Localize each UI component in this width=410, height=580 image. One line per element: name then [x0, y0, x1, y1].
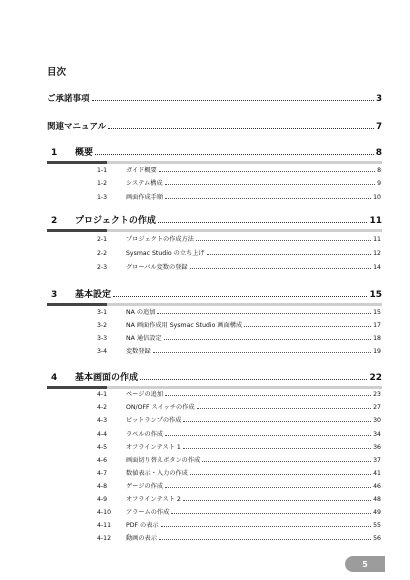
- section-title: グローバル変数の登録: [126, 264, 188, 271]
- section-number: 4-10: [97, 509, 112, 516]
- chapter-page: 11: [369, 216, 382, 226]
- section-number: 4-8: [97, 483, 108, 490]
- toc-section[interactable]: [97, 429, 381, 438]
- leader-dots: [197, 408, 372, 409]
- chapter-rule: [47, 229, 382, 232]
- section-page: 9: [377, 180, 381, 187]
- toc-section[interactable]: [97, 262, 381, 271]
- section-number: 4-7: [97, 470, 108, 477]
- section-page: 48: [373, 496, 381, 503]
- page-number-badge: [345, 556, 385, 572]
- leader-dots: [196, 240, 371, 241]
- chapter-title: プロジェクトの作成: [75, 216, 156, 226]
- leader-dots: [244, 326, 371, 327]
- section-title: 動画の表示: [126, 535, 157, 542]
- leader-dots: [140, 379, 367, 380]
- chapter-page: 22: [369, 373, 382, 383]
- chapter-title: 概要: [75, 148, 94, 158]
- section-title: NA の追加: [126, 309, 156, 316]
- section-title: 画面切り替えボタンの作成: [126, 457, 201, 464]
- section-number: 4-9: [97, 496, 108, 503]
- section-title: NA 画面作成用 Sysmac Studio 画面構成: [126, 322, 243, 329]
- leader-dots: [165, 395, 371, 396]
- section-number: 4-11: [97, 522, 112, 529]
- section-title: 変数登録: [126, 348, 151, 355]
- section-title: ページの追加: [126, 391, 164, 398]
- chapter-number: 3: [51, 290, 58, 300]
- leader-dots: [183, 421, 371, 422]
- toc-section[interactable]: [97, 346, 381, 355]
- toc-section[interactable]: [97, 402, 381, 411]
- leader-dots: [164, 339, 372, 340]
- toc-entry-front-1[interactable]: [47, 120, 382, 132]
- section-page: 56: [373, 535, 381, 542]
- section-number: 4-1: [97, 391, 108, 398]
- section-page: 41: [373, 470, 381, 477]
- section-page: 36: [373, 444, 381, 451]
- toc-section[interactable]: [97, 320, 381, 329]
- section-page: 15: [373, 309, 381, 316]
- section-number: 2-1: [97, 236, 108, 243]
- leader-dots: [183, 500, 371, 501]
- leader-dots: [161, 526, 372, 527]
- leader-dots: [183, 448, 371, 449]
- section-page: 27: [373, 404, 381, 411]
- toc-section[interactable]: [97, 248, 381, 257]
- chapter-title: 基本画面の作成: [75, 373, 139, 383]
- section-title: オフラインテスト 1: [126, 444, 181, 451]
- section-title: システム構成: [126, 180, 163, 187]
- section-page: 8: [377, 167, 381, 174]
- section-page: 34: [373, 431, 381, 438]
- chapter-title: 基本設定: [75, 290, 112, 300]
- section-number: 2-2: [97, 250, 108, 257]
- section-number: 1-2: [97, 180, 108, 187]
- toc-section[interactable]: [97, 481, 381, 490]
- section-title: Sysmac Studio の立ち上げ: [126, 250, 205, 257]
- chapter-page: 8: [375, 148, 382, 158]
- section-title: 数値表示・入力の作成: [126, 470, 188, 477]
- section-page: 55: [373, 522, 381, 529]
- leader-dots: [113, 296, 367, 297]
- toc-section[interactable]: [97, 178, 381, 187]
- section-title: アラームの作成: [126, 509, 170, 516]
- section-title: ON/OFF スイッチの作成: [126, 404, 195, 411]
- toc-section[interactable]: [97, 165, 381, 174]
- toc-section[interactable]: [97, 520, 381, 529]
- toc-section[interactable]: [97, 442, 381, 451]
- chapter-heading-3[interactable]: [47, 287, 382, 306]
- toc-section[interactable]: [97, 533, 381, 542]
- section-number: 1-1: [97, 167, 108, 174]
- leader-dots: [159, 539, 371, 540]
- entry-label: 関連マニュアル: [47, 122, 107, 132]
- chapter-heading-2[interactable]: [47, 213, 382, 232]
- section-title: ゲージの作成: [126, 483, 164, 490]
- leader-dots: [165, 184, 376, 185]
- section-number: 4-5: [97, 444, 108, 451]
- chapter-number: 2: [51, 216, 58, 226]
- section-number: 3-1: [97, 309, 108, 316]
- toc-section[interactable]: [97, 333, 381, 342]
- entry-page: 7: [376, 122, 382, 132]
- leader-dots: [95, 154, 374, 155]
- section-number: 4-6: [97, 457, 108, 464]
- section-title: ラベルの作成: [126, 431, 164, 438]
- entry-page: 3: [376, 94, 382, 104]
- section-number: 3-3: [97, 335, 108, 342]
- chapter-heading-1[interactable]: [47, 145, 382, 164]
- section-page: 49: [373, 509, 381, 516]
- toc-section[interactable]: [97, 507, 381, 516]
- section-number: 4-3: [97, 417, 108, 424]
- section-page: 30: [373, 417, 381, 424]
- toc-section[interactable]: [97, 494, 381, 503]
- chapter-number: 4: [51, 373, 58, 383]
- section-page: 23: [373, 391, 381, 398]
- section-page: 46: [373, 483, 381, 490]
- toc-section[interactable]: [97, 415, 381, 424]
- section-number: 4-2: [97, 404, 108, 411]
- chapter-rule: [47, 303, 382, 306]
- leader-dots: [158, 222, 368, 223]
- toc-section[interactable]: [97, 192, 381, 201]
- section-page: 17: [373, 322, 381, 329]
- toc-section[interactable]: [97, 468, 381, 477]
- section-title: 画面作成手順: [126, 194, 164, 201]
- leader-dots: [171, 513, 371, 514]
- section-number: 1-3: [97, 194, 108, 201]
- section-title: ビットランプの作成: [126, 417, 182, 424]
- section-title: PDF の表示: [126, 522, 159, 529]
- toc-section[interactable]: [97, 389, 381, 398]
- leader-dots: [165, 487, 371, 488]
- chapter-heading-4[interactable]: [47, 370, 382, 389]
- toc-title: 目次: [47, 67, 67, 78]
- section-number: 4-12: [97, 535, 112, 542]
- leader-dots: [159, 171, 375, 172]
- toc-entry-front-0[interactable]: [47, 92, 382, 104]
- section-number: 3-2: [97, 322, 108, 329]
- section-number: 4-4: [97, 431, 108, 438]
- section-page: 10: [373, 194, 381, 201]
- leader-dots: [207, 254, 372, 255]
- section-title: プロジェクトの作成方法: [126, 236, 194, 243]
- page-number: 5: [362, 559, 368, 569]
- chapter-number: 1: [51, 148, 58, 158]
- section-page: 14: [373, 264, 381, 271]
- leader-dots: [157, 313, 371, 314]
- leader-dots: [165, 198, 371, 199]
- leader-dots: [202, 461, 371, 462]
- section-number: 2-3: [97, 264, 108, 271]
- section-page: 37: [373, 457, 381, 464]
- leader-dots: [153, 352, 371, 353]
- section-title: ガイド概要: [126, 167, 157, 174]
- entry-label: ご承諾事項: [47, 94, 90, 104]
- section-page: 19: [373, 348, 381, 355]
- leader-dots: [92, 100, 375, 101]
- section-page: 12: [373, 250, 381, 257]
- leader-dots: [108, 128, 374, 129]
- toc-section[interactable]: [97, 234, 381, 243]
- leader-dots: [165, 435, 371, 436]
- section-title: NA 通信設定: [126, 335, 162, 342]
- chapter-page: 15: [369, 290, 382, 300]
- chapter-rule: [47, 161, 382, 164]
- leader-dots: [190, 268, 372, 269]
- leader-dots: [190, 474, 371, 475]
- toc-section[interactable]: [97, 455, 381, 464]
- section-page: 11: [373, 236, 381, 243]
- toc-section[interactable]: [97, 307, 381, 316]
- section-page: 18: [373, 335, 381, 342]
- section-title: オフラインテスト 2: [126, 496, 181, 503]
- section-number: 3-4: [97, 348, 108, 355]
